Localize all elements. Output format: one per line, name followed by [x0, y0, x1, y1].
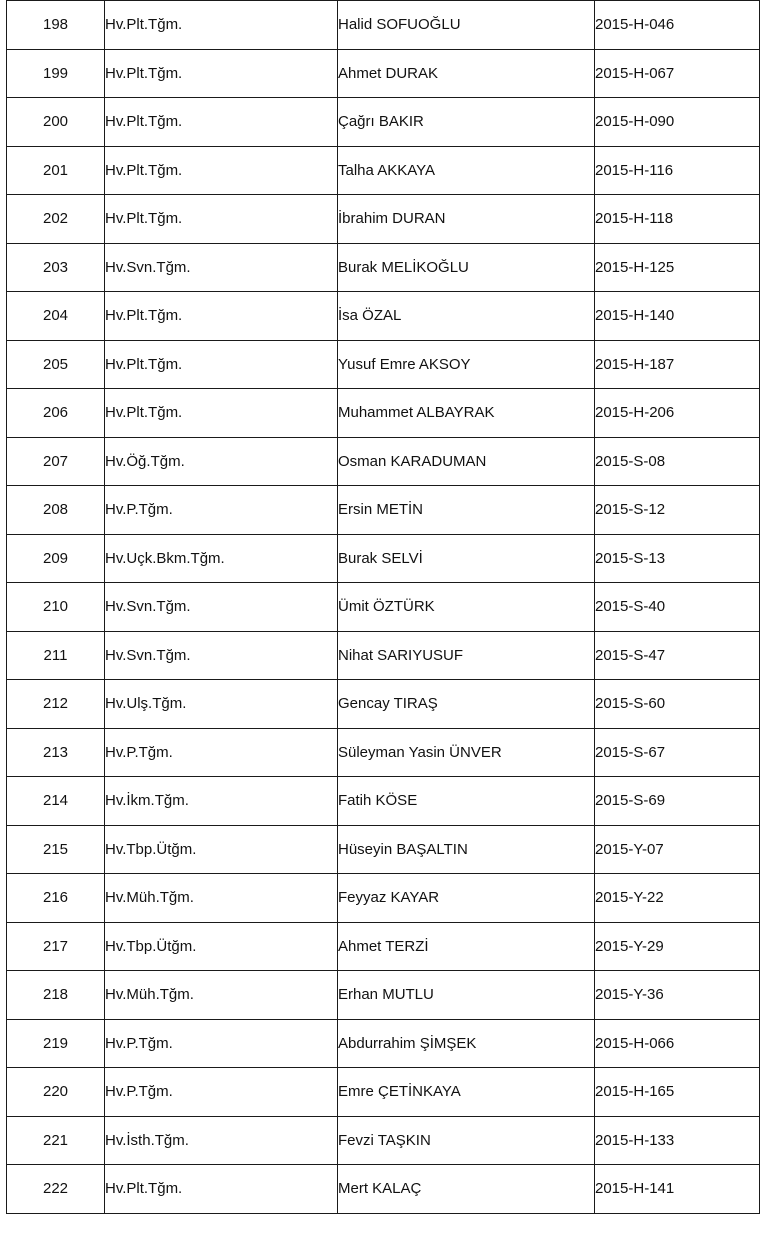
table-row	[7, 437, 760, 486]
registry-code-cell: 2015-S-40	[595, 583, 760, 632]
full-name-cell: Süleyman Yasin ÜNVER	[338, 728, 595, 777]
table-row	[7, 971, 760, 1020]
row-number-cell: 212	[7, 680, 105, 729]
table-row	[7, 98, 760, 147]
personnel-table	[6, 0, 760, 1214]
rank-cell: Hv.Svn.Tğm.	[105, 243, 338, 292]
registry-code-cell: 2015-S-60	[595, 680, 760, 729]
row-number-cell: 208	[7, 486, 105, 535]
full-name-cell: Çağrı BAKIR	[338, 98, 595, 147]
row-number-cell: 210	[7, 583, 105, 632]
table-row	[7, 243, 760, 292]
full-name-cell: Ahmet DURAK	[338, 49, 595, 98]
rank-cell: Hv.Svn.Tğm.	[105, 631, 338, 680]
registry-code-cell: 2015-S-47	[595, 631, 760, 680]
registry-code-cell: 2015-H-133	[595, 1116, 760, 1165]
row-number-cell: 202	[7, 195, 105, 244]
full-name-cell: Feyyaz KAYAR	[338, 874, 595, 923]
rank-cell: Hv.İsth.Tğm.	[105, 1116, 338, 1165]
registry-code-cell: 2015-H-067	[595, 49, 760, 98]
personnel-table-body	[7, 1, 760, 1214]
table-row	[7, 777, 760, 826]
full-name-cell: Burak MELİKOĞLU	[338, 243, 595, 292]
rank-cell: Hv.Plt.Tğm.	[105, 146, 338, 195]
table-row	[7, 1068, 760, 1117]
full-name-cell: Burak SELVİ	[338, 534, 595, 583]
rank-cell: Hv.Plt.Tğm.	[105, 98, 338, 147]
table-row	[7, 583, 760, 632]
row-number-cell: 217	[7, 922, 105, 971]
full-name-cell: İbrahim DURAN	[338, 195, 595, 244]
registry-code-cell: 2015-Y-36	[595, 971, 760, 1020]
full-name-cell: Ahmet TERZİ	[338, 922, 595, 971]
registry-code-cell: 2015-S-69	[595, 777, 760, 826]
full-name-cell: Muhammet ALBAYRAK	[338, 389, 595, 438]
registry-code-cell: 2015-H-165	[595, 1068, 760, 1117]
registry-code-cell: 2015-S-12	[595, 486, 760, 535]
row-number-cell: 200	[7, 98, 105, 147]
rank-cell: Hv.Ulş.Tğm.	[105, 680, 338, 729]
table-row	[7, 534, 760, 583]
table-row	[7, 195, 760, 244]
row-number-cell: 221	[7, 1116, 105, 1165]
table-row	[7, 1116, 760, 1165]
registry-code-cell: 2015-S-08	[595, 437, 760, 486]
rank-cell: Hv.P.Tğm.	[105, 1019, 338, 1068]
row-number-cell: 207	[7, 437, 105, 486]
registry-code-cell: 2015-Y-29	[595, 922, 760, 971]
row-number-cell: 211	[7, 631, 105, 680]
rank-cell: Hv.P.Tğm.	[105, 1068, 338, 1117]
table-row	[7, 340, 760, 389]
row-number-cell: 214	[7, 777, 105, 826]
full-name-cell: Ümit ÖZTÜRK	[338, 583, 595, 632]
table-row	[7, 825, 760, 874]
table-row	[7, 292, 760, 341]
row-number-cell: 199	[7, 49, 105, 98]
rank-cell: Hv.Plt.Tğm.	[105, 389, 338, 438]
row-number-cell: 204	[7, 292, 105, 341]
row-number-cell: 215	[7, 825, 105, 874]
full-name-cell: Fevzi TAŞKIN	[338, 1116, 595, 1165]
registry-code-cell: 2015-H-066	[595, 1019, 760, 1068]
full-name-cell: Ersin METİN	[338, 486, 595, 535]
rank-cell: Hv.Tbp.Ütğm.	[105, 922, 338, 971]
table-row	[7, 728, 760, 777]
row-number-cell: 206	[7, 389, 105, 438]
row-number-cell: 201	[7, 146, 105, 195]
registry-code-cell: 2015-H-140	[595, 292, 760, 341]
registry-code-cell: 2015-H-118	[595, 195, 760, 244]
table-row	[7, 389, 760, 438]
rank-cell: Hv.Plt.Tğm.	[105, 1, 338, 50]
table-row	[7, 631, 760, 680]
rank-cell: Hv.Müh.Tğm.	[105, 874, 338, 923]
full-name-cell: Abdurrahim ŞİMŞEK	[338, 1019, 595, 1068]
registry-code-cell: 2015-H-141	[595, 1165, 760, 1214]
full-name-cell: Erhan MUTLU	[338, 971, 595, 1020]
rank-cell: Hv.Svn.Tğm.	[105, 583, 338, 632]
registry-code-cell: 2015-Y-07	[595, 825, 760, 874]
row-number-cell: 220	[7, 1068, 105, 1117]
rank-cell: Hv.Plt.Tğm.	[105, 340, 338, 389]
full-name-cell: Emre ÇETİNKAYA	[338, 1068, 595, 1117]
registry-code-cell: 2015-H-125	[595, 243, 760, 292]
row-number-cell: 222	[7, 1165, 105, 1214]
row-number-cell: 213	[7, 728, 105, 777]
row-number-cell: 205	[7, 340, 105, 389]
registry-code-cell: 2015-H-206	[595, 389, 760, 438]
registry-code-cell: 2015-H-187	[595, 340, 760, 389]
registry-code-cell: 2015-H-046	[595, 1, 760, 50]
full-name-cell: Nihat SARIYUSUF	[338, 631, 595, 680]
registry-code-cell: 2015-H-116	[595, 146, 760, 195]
row-number-cell: 219	[7, 1019, 105, 1068]
row-number-cell: 216	[7, 874, 105, 923]
rank-cell: Hv.P.Tğm.	[105, 486, 338, 535]
row-number-cell: 203	[7, 243, 105, 292]
full-name-cell: Talha AKKAYA	[338, 146, 595, 195]
registry-code-cell: 2015-S-67	[595, 728, 760, 777]
table-row	[7, 1165, 760, 1214]
table-row	[7, 1, 760, 50]
rank-cell: Hv.Plt.Tğm.	[105, 1165, 338, 1214]
full-name-cell: Osman KARADUMAN	[338, 437, 595, 486]
rank-cell: Hv.Müh.Tğm.	[105, 971, 338, 1020]
rank-cell: Hv.İkm.Tğm.	[105, 777, 338, 826]
full-name-cell: Halid SOFUOĞLU	[338, 1, 595, 50]
full-name-cell: Gencay TIRAŞ	[338, 680, 595, 729]
rank-cell: Hv.Uçk.Bkm.Tğm.	[105, 534, 338, 583]
registry-code-cell: 2015-H-090	[595, 98, 760, 147]
rank-cell: Hv.Öğ.Tğm.	[105, 437, 338, 486]
rank-cell: Hv.Plt.Tğm.	[105, 49, 338, 98]
rank-cell: Hv.Plt.Tğm.	[105, 195, 338, 244]
row-number-cell: 198	[7, 1, 105, 50]
rank-cell: Hv.Plt.Tğm.	[105, 292, 338, 341]
table-row	[7, 874, 760, 923]
rank-cell: Hv.P.Tğm.	[105, 728, 338, 777]
registry-code-cell: 2015-S-13	[595, 534, 760, 583]
rank-cell: Hv.Tbp.Ütğm.	[105, 825, 338, 874]
table-row	[7, 146, 760, 195]
full-name-cell: Yusuf Emre AKSOY	[338, 340, 595, 389]
table-row	[7, 49, 760, 98]
table-row	[7, 922, 760, 971]
full-name-cell: İsa ÖZAL	[338, 292, 595, 341]
table-row	[7, 1019, 760, 1068]
table-row	[7, 486, 760, 535]
row-number-cell: 218	[7, 971, 105, 1020]
full-name-cell: Fatih KÖSE	[338, 777, 595, 826]
registry-code-cell: 2015-Y-22	[595, 874, 760, 923]
full-name-cell: Hüseyin BAŞALTIN	[338, 825, 595, 874]
full-name-cell: Mert KALAÇ	[338, 1165, 595, 1214]
table-row	[7, 680, 760, 729]
row-number-cell: 209	[7, 534, 105, 583]
